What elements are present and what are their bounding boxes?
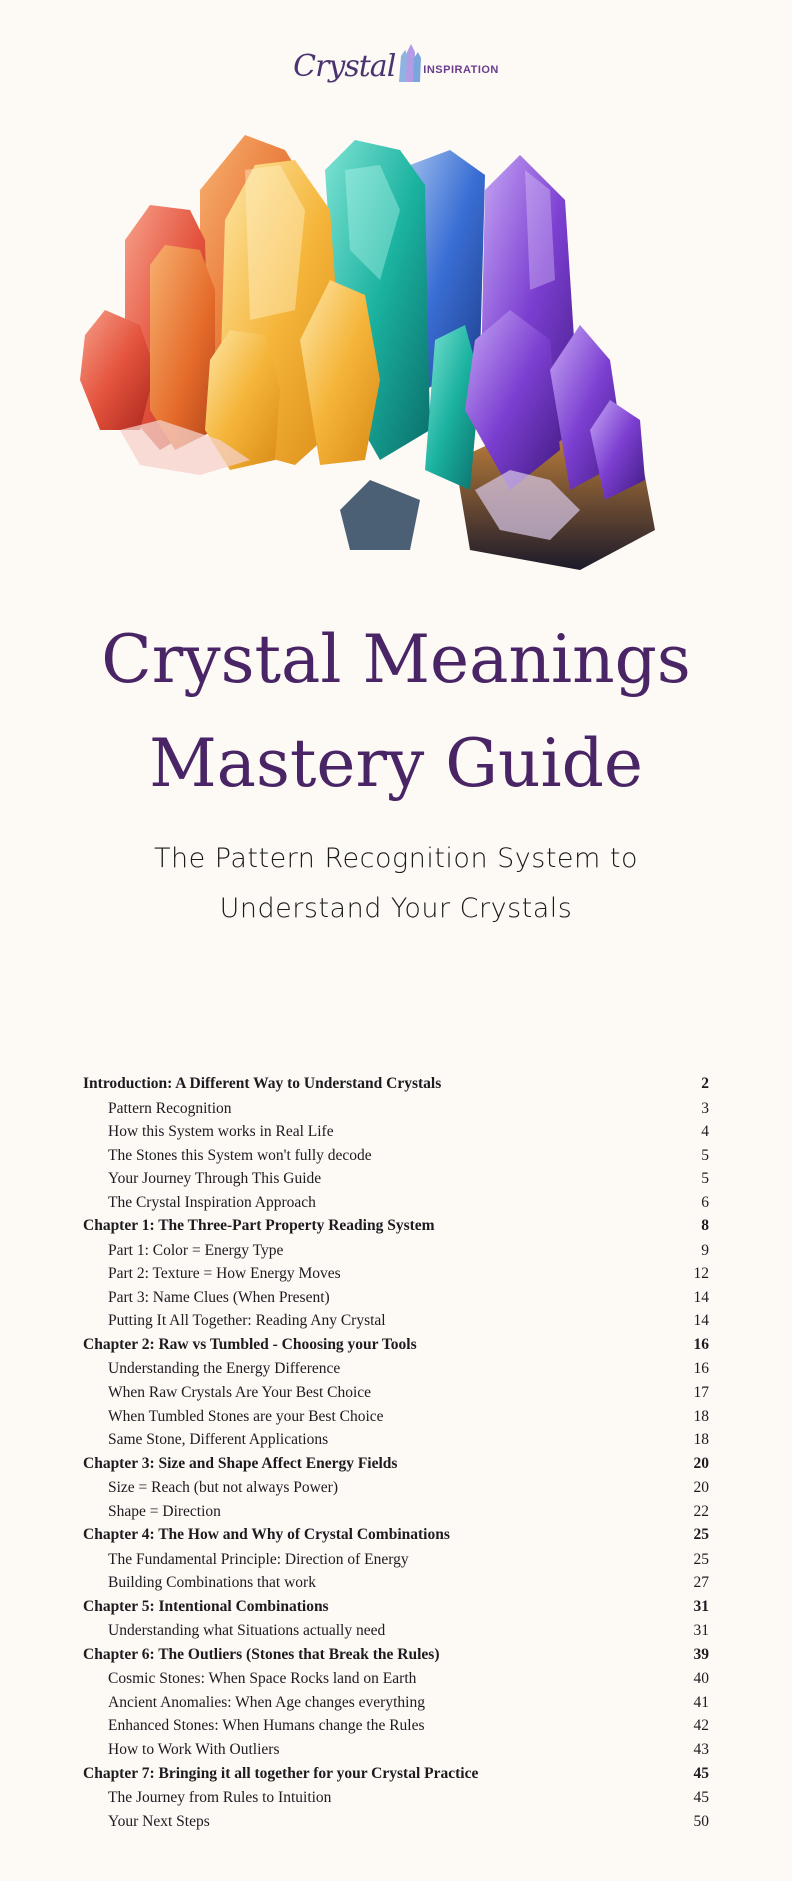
toc-page-number: 50: [693, 1812, 709, 1830]
brand-logo: [0, 42, 792, 84]
logo-script-text: Crystal: [293, 49, 396, 84]
toc-chapter-entry[interactable]: [83, 1526, 709, 1551]
toc-page-number: 22: [693, 1502, 709, 1520]
toc-entry-title: Chapter 2: Raw vs Tumbled - Choosing your Tools: [83, 1335, 417, 1353]
toc-chapter-entry[interactable]: [83, 1217, 709, 1242]
toc-section-entry[interactable]: [83, 1813, 709, 1837]
toc-page-number: 8: [701, 1217, 709, 1235]
toc-section-entry[interactable]: [83, 1360, 709, 1384]
toc-page-number: 31: [693, 1597, 709, 1615]
toc-entry-title: Chapter 3: Size and Shape Affect Energy Fields: [83, 1454, 398, 1472]
subtitle-line-1: The Pattern Recognition System to: [153, 843, 639, 874]
toc-page-number: 6: [701, 1193, 709, 1211]
toc-page-number: 12: [693, 1265, 709, 1283]
document-subtitle: [0, 834, 792, 934]
toc-section-entry[interactable]: [83, 1551, 709, 1575]
toc-section-entry[interactable]: [83, 1265, 709, 1289]
toc-entry-title: Ancient Anomalies: When Age changes everything: [108, 1693, 425, 1711]
toc-section-entry[interactable]: [83, 1503, 709, 1527]
toc-entry-title: Chapter 4: The How and Why of Crystal Combinations: [83, 1526, 450, 1544]
toc-section-entry[interactable]: [83, 1384, 709, 1408]
toc-page-number: 45: [693, 1764, 709, 1782]
toc-page-number: 27: [693, 1574, 709, 1592]
toc-entry-title: Pattern Recognition: [108, 1099, 232, 1117]
toc-page-number: 25: [693, 1550, 709, 1568]
toc-section-entry[interactable]: [83, 1312, 709, 1336]
toc-page-number: 9: [701, 1241, 709, 1259]
toc-section-entry[interactable]: [83, 1408, 709, 1432]
toc-entry-title: Introduction: A Different Way to Understand Crystals: [83, 1075, 442, 1092]
toc-section-entry[interactable]: [83, 1670, 709, 1694]
toc-section-entry[interactable]: [83, 1622, 709, 1646]
toc-entry-title: Cosmic Stones: When Space Rocks land on Earth: [108, 1670, 417, 1688]
toc-entry-title: Building Combinations that work: [108, 1574, 316, 1592]
toc-entry-title: Same Stone, Different Applications: [108, 1431, 329, 1449]
toc-section-entry[interactable]: [83, 1717, 709, 1741]
toc-section-entry[interactable]: [83, 1242, 709, 1266]
toc-entry-title: Chapter 5: Intentional Combinations: [83, 1597, 329, 1615]
toc-section-entry[interactable]: [83, 1194, 709, 1218]
toc-entry-title: Shape = Direction: [108, 1502, 221, 1520]
toc-entry-title: How this System works in Real Life: [108, 1123, 334, 1141]
toc-page-number: 25: [693, 1526, 709, 1544]
toc-entry-title: Enhanced Stones: When Humans change the Rules: [108, 1717, 425, 1735]
toc-chapter-entry[interactable]: [83, 1336, 709, 1361]
toc-chapter-entry[interactable]: [83, 1598, 709, 1623]
toc-entry-title: Chapter 6: The Outliers (Stones that Break the Rules): [83, 1645, 440, 1663]
toc-entry-title: Part 3: Name Clues (When Present): [108, 1288, 330, 1306]
toc-entry-title: Understanding the Energy Difference: [108, 1360, 341, 1378]
toc-entry-title: When Tumbled Stones are your Best Choice: [108, 1407, 384, 1425]
toc-entry-title: Your Journey Through This Guide: [108, 1170, 322, 1188]
toc-page-number: 16: [693, 1335, 709, 1353]
toc-section-entry[interactable]: [83, 1289, 709, 1313]
toc-section-entry[interactable]: [83, 1741, 709, 1765]
toc-section-entry[interactable]: [83, 1479, 709, 1503]
toc-section-entry[interactable]: [83, 1574, 709, 1598]
logo-caps-text: INSPIRATION: [423, 64, 499, 76]
toc-chapter-entry[interactable]: [83, 1455, 709, 1480]
crystal-cluster-illustration: [80, 130, 710, 580]
toc-page-number: 18: [693, 1407, 709, 1425]
toc-section-entry[interactable]: [83, 1431, 709, 1455]
toc-entry-title: The Journey from Rules to Intuition: [108, 1789, 332, 1807]
toc-entry-title: Understanding what Situations actually need: [108, 1622, 386, 1640]
document-title: [0, 608, 792, 816]
toc-page-number: 14: [693, 1312, 709, 1330]
crystal-cluster-icon: [395, 42, 423, 82]
toc-entry-title: Size = Reach (but not always Power): [108, 1479, 338, 1497]
toc-page-number: 16: [693, 1360, 709, 1378]
toc-entry-title: The Stones this System won't fully decode: [108, 1146, 372, 1164]
toc-chapter-entry[interactable]: [83, 1646, 709, 1671]
toc-chapter-entry[interactable]: [83, 1075, 709, 1100]
toc-entry-title: Your Next Steps: [108, 1812, 210, 1830]
toc-page-number: 2: [701, 1075, 709, 1092]
toc-page-number: 5: [701, 1170, 709, 1188]
toc-page-number: 31: [693, 1622, 709, 1640]
toc-entry-title: The Fundamental Principle: Direction of Energy: [108, 1550, 409, 1568]
toc-page-number: 42: [693, 1717, 709, 1735]
toc-page-number: 17: [693, 1383, 709, 1401]
toc-page-number: 3: [701, 1099, 709, 1117]
toc-section-entry[interactable]: [83, 1147, 709, 1171]
toc-section-entry[interactable]: [83, 1789, 709, 1813]
toc-page-number: 45: [693, 1789, 709, 1807]
toc-page-number: 41: [693, 1693, 709, 1711]
toc-page-number: 14: [693, 1288, 709, 1306]
toc-entry-title: Part 1: Color = Energy Type: [108, 1241, 284, 1259]
toc-section-entry[interactable]: [83, 1123, 709, 1147]
toc-page-number: 39: [693, 1645, 709, 1663]
toc-entry-title: The Crystal Inspiration Approach: [108, 1193, 316, 1211]
toc-chapter-entry[interactable]: [83, 1765, 709, 1790]
toc-page-number: 20: [693, 1454, 709, 1472]
toc-entry-title: Chapter 7: Bringing it all together for your Crystal Practice: [83, 1764, 479, 1782]
toc-entry-title: Part 2: Texture = How Energy Moves: [108, 1265, 341, 1283]
toc-entry-title: Chapter 1: The Three-Part Property Reading System: [83, 1217, 435, 1235]
toc-page-number: 20: [693, 1479, 709, 1497]
toc-entry-title: Putting It All Together: Reading Any Crystal: [108, 1312, 386, 1330]
toc-page-number: 43: [693, 1740, 709, 1758]
subtitle-line-2: Understand Your Crystals: [219, 893, 573, 924]
toc-entry-title: When Raw Crystals Are Your Best Choice: [108, 1383, 372, 1401]
toc-page-number: 18: [693, 1431, 709, 1449]
title-line-2: Mastery Guide: [149, 725, 643, 802]
toc-page-number: 5: [701, 1146, 709, 1164]
title-line-1: Crystal Meanings: [101, 621, 691, 698]
toc-section-entry[interactable]: [83, 1170, 709, 1194]
toc-section-entry[interactable]: [83, 1100, 709, 1124]
toc-page-number: 4: [701, 1123, 709, 1141]
table-of-contents: [83, 1075, 709, 1836]
toc-page-number: 40: [693, 1670, 709, 1688]
toc-section-entry[interactable]: [83, 1694, 709, 1718]
toc-entry-title: How to Work With Outliers: [108, 1740, 280, 1758]
